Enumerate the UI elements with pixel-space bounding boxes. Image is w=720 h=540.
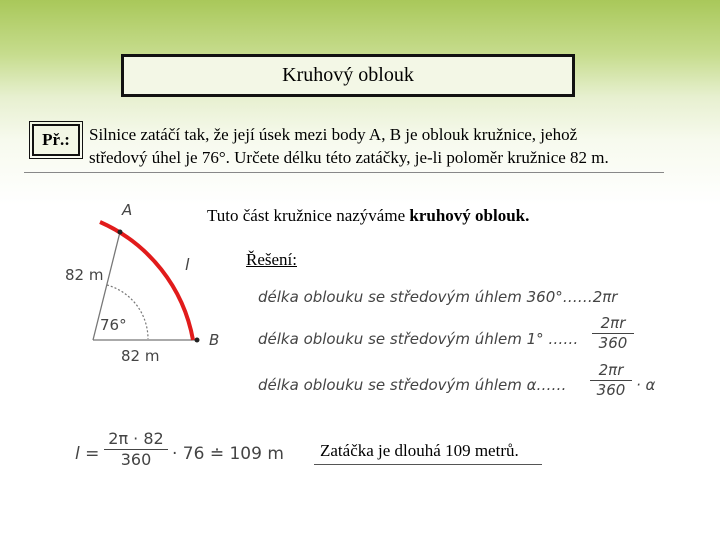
solution-line-3: délka oblouku se středovým úhlem α…… xyxy=(258,376,567,394)
solution-heading: Řešení: xyxy=(246,250,297,269)
example-label: Př.: xyxy=(32,124,80,156)
formula-numerator: 2π · 82 xyxy=(104,429,168,450)
fraction-numerator: 2πr xyxy=(592,314,634,334)
formula-rhs: · 76 ≐ 109 m xyxy=(172,444,284,464)
problem-statement xyxy=(89,123,689,169)
point-a-label: A xyxy=(122,201,133,219)
fraction-denominator: 360 xyxy=(598,334,628,352)
problem-line-1: Silnice zatáčí tak, že její úsek mezi body A, B je oblouk kružnice, jehož xyxy=(89,125,578,144)
arc-definition-note xyxy=(207,206,529,226)
problem-line-2: středový úhel je 76°. Určete délku této zatáčky, je-li poloměr kružnice 82 m. xyxy=(89,148,609,167)
formula-lhs: l = xyxy=(75,444,100,464)
arc-diagram xyxy=(60,195,230,370)
separator-line xyxy=(24,172,664,173)
slide-title: Kruhový oblouk xyxy=(121,54,575,97)
formula-denominator: 360 xyxy=(120,450,152,469)
solution-line-2: délka oblouku se středovým úhlem 1° …… xyxy=(258,330,579,348)
radius-label-bottom: 82 m xyxy=(121,347,160,365)
solution-line-3-suffix: · α xyxy=(636,376,656,394)
fraction-denominator: 360 xyxy=(596,381,626,399)
fraction-numerator: 2πr xyxy=(590,361,632,381)
arc-length-label: l xyxy=(185,255,190,274)
formula-fraction xyxy=(104,429,168,469)
fraction-line-2 xyxy=(592,314,634,352)
point-b-dot xyxy=(195,338,200,343)
note-text: Tuto část kružnice nazýváme xyxy=(207,206,410,225)
point-b-label: B xyxy=(209,331,220,349)
fraction-line-3 xyxy=(590,361,632,399)
answer-text: Zatáčka je dlouhá 109 metrů. xyxy=(320,441,519,460)
point-a-dot xyxy=(118,230,123,235)
radius-label-left: 82 m xyxy=(65,266,104,284)
answer-underline xyxy=(314,464,542,465)
solution-line-1: délka oblouku se středovým úhlem 360°……2πr xyxy=(258,288,618,306)
angle-label: 76° xyxy=(100,316,127,334)
note-term: kruhový oblouk. xyxy=(409,206,530,225)
